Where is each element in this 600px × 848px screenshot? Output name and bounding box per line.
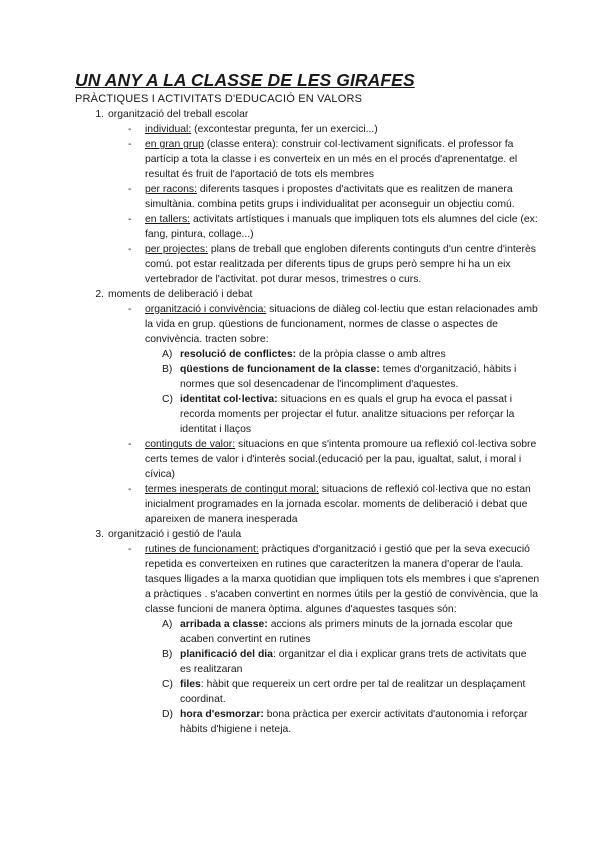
sub-item-letter: D) bbox=[162, 709, 173, 720]
sub-item-letter: A) bbox=[162, 349, 173, 360]
section-number: 2. bbox=[95, 289, 104, 300]
item-text: pràctiques d'organització i gestió que per la seva execució repetida es converteixen en rutines que caracteritzen la manera d'operar de l'aula. tasques lligades a la marxa quotidian que impliquen tots els membres i que s'aprenen a pràctiques . s'acaben convertint en normes útils per la gestió de convivència, que la classe funcioni de manera òptima. algunes d'aquestes tasques són: bbox=[145, 544, 540, 615]
sub-item-term: arribada a classe: bbox=[180, 619, 268, 630]
item-text: (classe entera): construir col·lectivament significats. el professor fa partícip a tota la classe i es converteix en un més en el procés d'aprenentatge. el resultat és fruit de l'aportació de tots els membres bbox=[145, 139, 518, 180]
sub-item-term: resolució de conflictes: bbox=[180, 349, 297, 360]
item-term: individual: bbox=[145, 124, 192, 135]
sub-list-item bbox=[0, 647, 600, 677]
section-number: 3. bbox=[95, 529, 104, 540]
sub-list-item bbox=[0, 392, 600, 437]
item-text: situacions de reflexió col·lectiva que no estan inicialment programades en la jornada escolar. moments de deliberació i debat que apareixen de manera inesperada bbox=[145, 484, 531, 525]
bullet-dash: - bbox=[128, 244, 132, 255]
section-number: 1. bbox=[95, 109, 104, 120]
sub-item-text: situacions en es quals el grup ha evoca el passat i recorda moments per projectar el futur. analitze situacions per reforçar la identitat i llaços bbox=[180, 394, 515, 435]
section-heading bbox=[0, 287, 600, 302]
item-text: activitats artístiques i manuals que impliquen tots els alumnes del cicle (ex: fang, pintura, collage...) bbox=[145, 214, 538, 240]
sub-list-item bbox=[0, 617, 600, 647]
item-term: en tallers: bbox=[145, 214, 191, 225]
document-title: UN ANY A LA CLASSE DE LES GIRAFES bbox=[75, 70, 415, 90]
item-text: diferents tasques i propostes d'activitats que es realitzen de manera simultània. combina petits grups i individualitat per aconseguir un objectiu comú. bbox=[145, 184, 515, 210]
item-text: plans de treball que engloben diferents continguts d'un centre d'interès comú. pot estar realitzada per diferents tipus de grups però sempre hi ha un eix vertebrador de l'activitat. pot durar mesos, trimestres o curs. bbox=[145, 244, 536, 285]
sub-item-letter: B) bbox=[162, 364, 173, 375]
item-term: en gran grup bbox=[145, 139, 204, 150]
sub-item-term: hora d'esmorzar: bbox=[180, 709, 264, 720]
sub-item-term: qüestions de funcionament de la classe: bbox=[180, 364, 380, 375]
sub-item-term: files bbox=[180, 679, 201, 690]
item-term: organització i convivència: bbox=[145, 304, 267, 315]
section-title: organització del treball escolar bbox=[108, 109, 249, 120]
list-item bbox=[0, 437, 600, 482]
bullet-dash: - bbox=[128, 139, 132, 150]
item-text: situacions de diàleg col·lectiu que estan relacionades amb la vida en grup. qüestions de funcionament, normes de classe o aspectes de convivència. tracten sobre: bbox=[145, 304, 538, 345]
list-item bbox=[0, 482, 600, 527]
bullet-dash: - bbox=[128, 484, 132, 495]
bullet-dash: - bbox=[128, 214, 132, 225]
item-term: continguts de valor: bbox=[145, 439, 236, 450]
item-text: (excontestar pregunta, fer un exercici...) bbox=[191, 124, 378, 135]
list-item bbox=[0, 302, 600, 347]
sub-list-item bbox=[0, 347, 600, 362]
sub-item-letter: C) bbox=[162, 394, 173, 405]
section-title: moments de deliberació i debat bbox=[108, 289, 253, 300]
document-body bbox=[0, 107, 600, 737]
section-heading bbox=[0, 107, 600, 122]
document-subtitle: PRÀCTIQUES I ACTIVITATS D'EDUCACIÓ EN VALORS bbox=[75, 93, 363, 105]
item-term: per racons: bbox=[145, 184, 197, 195]
list-item bbox=[0, 212, 600, 242]
sub-item-term: identitat col·lectiva: bbox=[180, 394, 278, 405]
list-item bbox=[0, 137, 600, 182]
sub-list-item bbox=[0, 362, 600, 392]
sub-item-text: : hàbit que requereix un cert ordre per tal de realitzar un desplaçament coordinat. bbox=[180, 679, 526, 705]
sub-list-item bbox=[0, 677, 600, 707]
item-term: per projectes: bbox=[145, 244, 208, 255]
bullet-dash: - bbox=[128, 124, 132, 135]
sub-item-text: bona pràctica per exercir activitats d'autonomia i reforçar hàbits d'higiene i neteja. bbox=[180, 709, 528, 735]
section-title: organització i gestió de l'aula bbox=[108, 529, 242, 540]
sub-item-letter: B) bbox=[162, 649, 173, 660]
section-heading bbox=[0, 527, 600, 542]
sub-item-text: accions als primers minuts de la jornada escolar que acaben convertint en rutines bbox=[180, 619, 513, 645]
bullet-dash: - bbox=[128, 544, 132, 555]
bullet-dash: - bbox=[128, 439, 132, 450]
list-item bbox=[0, 242, 600, 287]
sub-item-term: planificació del dia bbox=[180, 649, 273, 660]
item-text: situacions en que s'intenta promoure ua reflexió col·lectiva sobre certs temes de valor i d'interès social.(educació per la pau, igualtat, salut, i moral i cívica) bbox=[145, 439, 537, 480]
list-item bbox=[0, 542, 600, 617]
bullet-dash: - bbox=[128, 304, 132, 315]
item-term: termes inesperats de contingut moral: bbox=[145, 484, 319, 495]
sub-item-letter: C) bbox=[162, 679, 173, 690]
sub-item-text: : organitzar el dia i explicar grans trets de activitats que es realitzaran bbox=[180, 649, 527, 675]
bullet-dash: - bbox=[128, 184, 132, 195]
sub-list-item bbox=[0, 707, 600, 737]
list-item bbox=[0, 182, 600, 212]
list-item bbox=[0, 122, 600, 137]
item-term: rutines de funcionament: bbox=[145, 544, 259, 555]
sub-item-text: temes d'organització, hàbits i normes que sol desencadenar de l'incompliment d'aquestes. bbox=[180, 364, 517, 390]
sub-item-text: de la pròpia classe o amb altres bbox=[296, 349, 446, 360]
sub-item-letter: A) bbox=[162, 619, 173, 630]
